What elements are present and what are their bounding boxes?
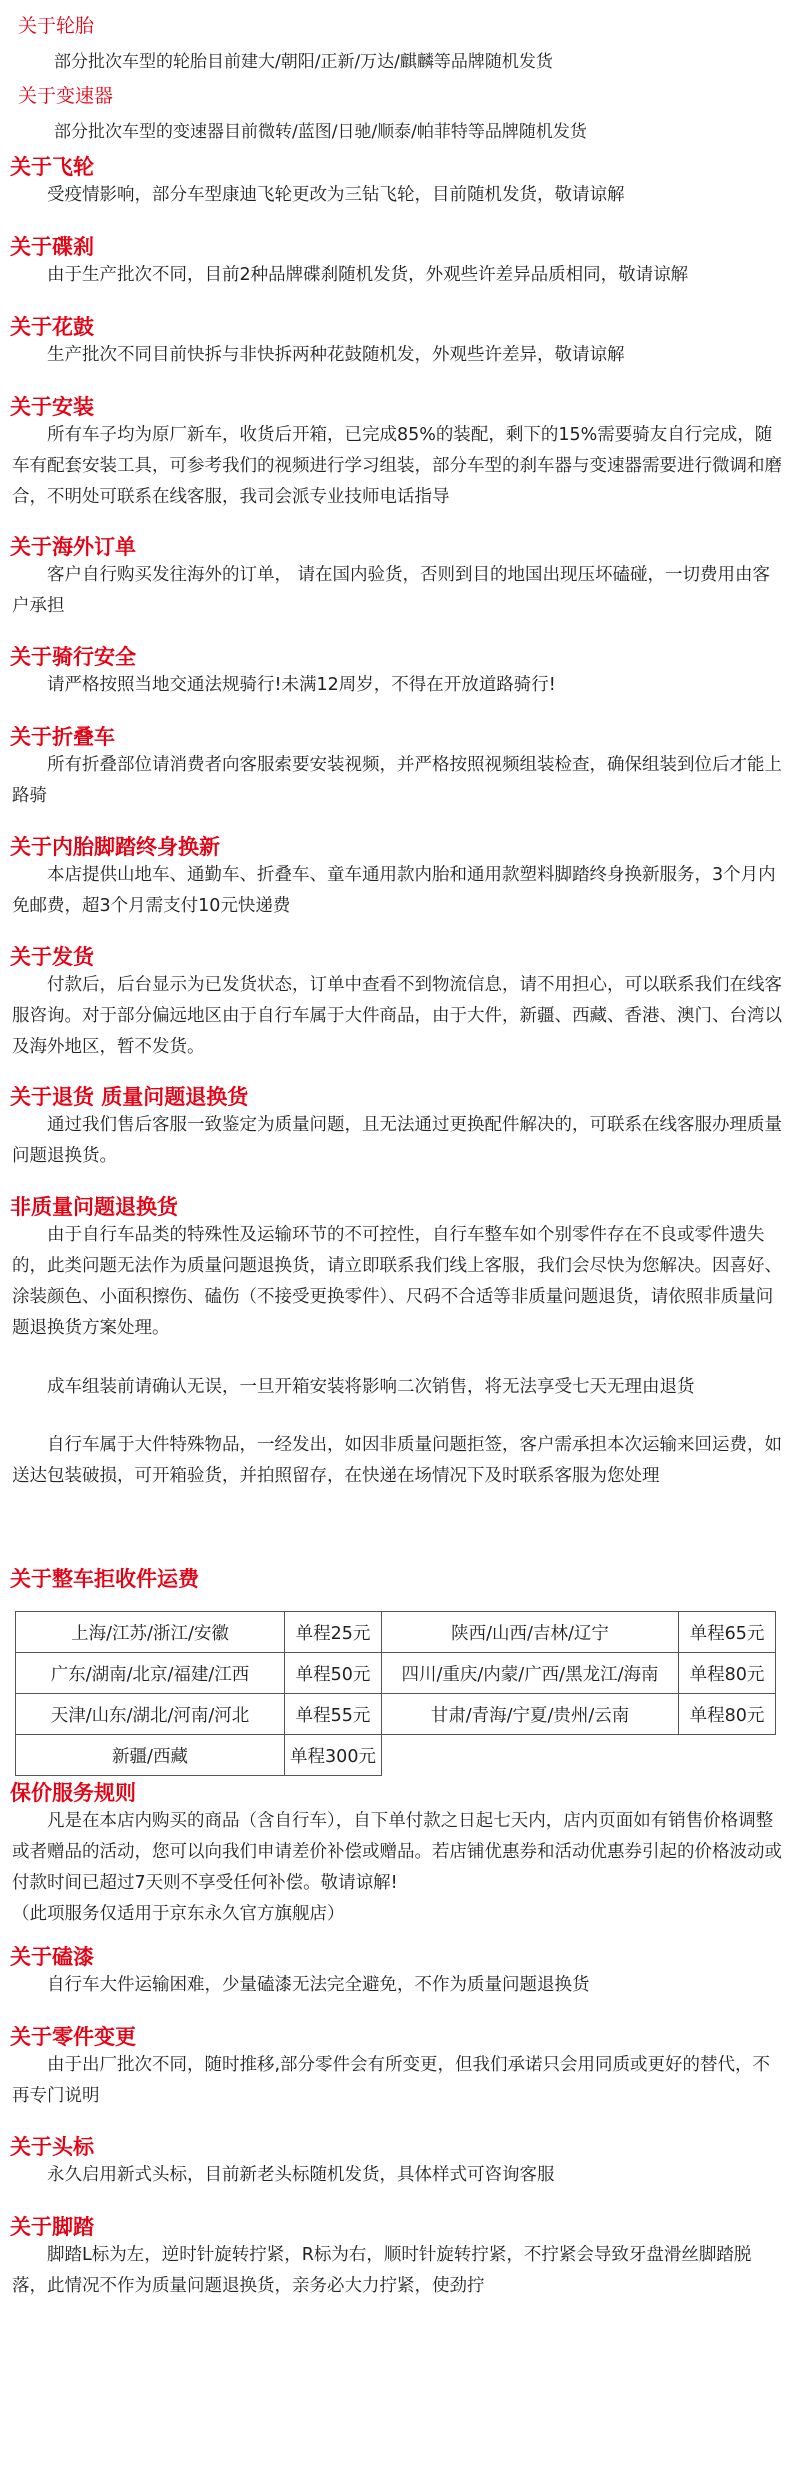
price-protect-title: 保价服务规则 bbox=[10, 1781, 136, 1805]
price-cell: 单程80元 bbox=[679, 1694, 776, 1735]
safety-body: 请严格按照当地交通法规骑行!未满12周岁，不得在开放道路骑行! bbox=[47, 675, 556, 695]
non-quality-oversize-section bbox=[0, 1430, 790, 1492]
parts-title: 关于零件变更 bbox=[10, 2025, 136, 2049]
region-cell: 甘肃/青海/宁夏/贵州/云南 bbox=[382, 1694, 679, 1735]
shipping-body: 付款后，后台显示为已发货状态，订单中查看不到物流信息，请不用担心，可以联系我们在线客服咨询。对于部分偏远地区由于自行车属于大件商品，由于大件，新疆、西藏、香港、澳门、台湾以及海外地区，暂不发货。 bbox=[12, 975, 782, 1057]
non-quality-body-3: 自行车属于大件特殊物品，一经发出，如因非质量问题拒签，客户需承担本次运输来回运费，如送达包装破损，可开箱验货，并拍照留存，在快递在场情况下及时联系客服为您处理 bbox=[12, 1435, 782, 1486]
pedal-title: 关于脚踏 bbox=[10, 2215, 94, 2239]
table-row bbox=[16, 1653, 776, 1694]
region-cell: 四川/重庆/内蒙/广西/黑龙江/海南 bbox=[382, 1653, 679, 1694]
paint-section bbox=[0, 1944, 790, 2001]
tire-body: 部分批次车型的轮胎目前建大/朝阳/正新/万达/麒麟等品牌随机发货 bbox=[54, 52, 553, 72]
non-quality-section bbox=[0, 1194, 790, 1344]
install-body: 所有车子均为原厂新车，收货后开箱，已完成85%的装配，剩下的15%需要骑友自行完成，随车有配套安装工具，可参考我们的视频进行学习组装，部分车型的刹车器与变速器需要进行微调和磨合，不明处可联系在线客服，我司会派专业技师电话指导 bbox=[12, 425, 782, 507]
price-cell: 单程65元 bbox=[679, 1612, 776, 1653]
non-quality-body-1: 由于自行车品类的特殊性及运输环节的不可控性，自行车整车如个别零件存在不良或零件遗失的，此类问题无法作为质量问题退换货，请立即联系我们线上客服，我们会尽快为您解决。因喜好、涂装颜色、小面积擦伤、磕伤（不接受更换零件）、尺码不合适等非质量问题退货，请依照非质量问题退换货方案处理。 bbox=[12, 1225, 782, 1338]
price-cell: 单程25元 bbox=[285, 1612, 382, 1653]
install-section bbox=[0, 394, 790, 513]
overseas-section bbox=[0, 534, 790, 622]
folding-title: 关于折叠车 bbox=[10, 725, 115, 749]
price-protect-section bbox=[0, 1780, 790, 1930]
empty-cell bbox=[382, 1735, 679, 1776]
price-cell: 单程300元 bbox=[285, 1735, 382, 1776]
empty-cell bbox=[679, 1735, 776, 1776]
overseas-title: 关于海外订单 bbox=[10, 535, 136, 559]
headbadge-section bbox=[0, 2134, 790, 2191]
return-body: 通过我们售后客服一致鉴定为质量问题，且无法通过更换配件解决的，可联系在线客服办理质量问题退换货。 bbox=[12, 1115, 782, 1166]
inner-tube-body: 本店提供山地车、通勤车、折叠车、童车通用款内胎和通用款塑料脚踏终身换新服务，3个月内免邮费，超3个月需支付10元快递费 bbox=[12, 865, 776, 916]
disc-brake-title: 关于碟刹 bbox=[10, 235, 94, 259]
table-row bbox=[16, 1694, 776, 1735]
inner-tube-title: 关于内胎脚踏终身换新 bbox=[10, 835, 220, 859]
pedal-section bbox=[0, 2214, 790, 2302]
headbadge-body: 永久启用新式头标，目前新老头标随机发货，具体样式可咨询客服 bbox=[47, 2165, 555, 2185]
paint-body: 自行车大件运输困难，少量磕漆无法完全避免，不作为质量问题退换货 bbox=[47, 1975, 590, 1995]
region-cell: 新疆/西藏 bbox=[16, 1735, 285, 1776]
parts-section bbox=[0, 2024, 790, 2112]
region-cell: 上海/江苏/浙江/安徽 bbox=[16, 1612, 285, 1653]
non-quality-body-2: 成车组装前请确认无误，一旦开箱安装将影响二次销售，将无法享受七天无理由退货 bbox=[47, 1377, 695, 1397]
inner-tube-section bbox=[0, 834, 790, 922]
derailleur-title: 关于变速器 bbox=[18, 85, 114, 107]
paint-title: 关于磕漆 bbox=[10, 1945, 94, 1969]
refusal-section bbox=[0, 1566, 790, 1592]
refusal-title: 关于整车拒收件运费 bbox=[10, 1567, 199, 1591]
table-row bbox=[16, 1612, 776, 1653]
refusal-fee-table bbox=[15, 1611, 776, 1776]
price-cell: 单程50元 bbox=[285, 1653, 382, 1694]
tire-section bbox=[0, 14, 790, 76]
safety-title: 关于骑行安全 bbox=[10, 645, 136, 669]
region-cell: 天津/山东/湖北/河南/河北 bbox=[16, 1694, 285, 1735]
table-row bbox=[16, 1735, 776, 1776]
overseas-body: 客户自行购买发往海外的订单， 请在国内验货，否则到目的地国出现压坏磕碰，一切费用由客户承担 bbox=[12, 565, 771, 616]
non-quality-title: 非质量问题退换货 bbox=[10, 1195, 178, 1219]
flywheel-section bbox=[0, 154, 790, 211]
install-title: 关于安装 bbox=[10, 395, 94, 419]
tire-title: 关于轮胎 bbox=[18, 15, 95, 37]
disc-brake-section bbox=[0, 234, 790, 291]
price-protect-body: 凡是在本店内购买的商品（含自行车），自下单付款之日起七天内，店内页面如有销售价格调整或者赠品的活动，您可以向我们申请差价补偿或赠品。若店铺优惠券和活动优惠券引起的价格波动或付款时间已超过7天则不享受任何补偿。敬请谅解! bbox=[12, 1811, 782, 1893]
shipping-title: 关于发货 bbox=[10, 945, 94, 969]
headbadge-title: 关于头标 bbox=[10, 2135, 94, 2159]
derailleur-section bbox=[0, 84, 790, 146]
shipping-section bbox=[0, 944, 790, 1063]
hub-body: 生产批次不同目前快拆与非快拆两种花鼓随机发，外观些许差异，敬请谅解 bbox=[47, 345, 625, 365]
hub-title: 关于花鼓 bbox=[10, 315, 94, 339]
folding-body: 所有折叠部位请消费者向客服索要安装视频，并严格按照视频组装检查，确保组装到位后才能上路骑 bbox=[12, 755, 782, 806]
disc-brake-body: 由于生产批次不同，目前2种品牌碟刹随机发货，外观些许差异品质相同，敬请谅解 bbox=[47, 265, 689, 285]
return-title: 关于退货 质量问题退换货 bbox=[10, 1085, 249, 1109]
return-section bbox=[0, 1084, 790, 1172]
flywheel-title: 关于飞轮 bbox=[10, 155, 94, 179]
price-cell: 单程80元 bbox=[679, 1653, 776, 1694]
flywheel-body: 受疫情影响，部分车型康迪飞轮更改为三钻飞轮，目前随机发货，敬请谅解 bbox=[47, 185, 625, 205]
folding-section bbox=[0, 724, 790, 812]
price-protect-note: （此项服务仅适用于京东永久官方旗舰店） bbox=[12, 1904, 345, 1924]
safety-section bbox=[0, 644, 790, 701]
region-cell: 陕西/山西/吉林/辽宁 bbox=[382, 1612, 679, 1653]
hub-section bbox=[0, 314, 790, 371]
region-cell: 广东/湖南/北京/福建/江西 bbox=[16, 1653, 285, 1694]
pedal-body: 脚踏L标为左，逆时针旋转拧紧，R标为右，顺时针旋转拧紧，不拧紧会导致牙盘滑丝脚踏脱落，此情况不作为质量问题退换货，亲务必大力拧紧，使劲拧 bbox=[12, 2245, 752, 2296]
non-quality-note-section bbox=[0, 1372, 790, 1403]
derailleur-body: 部分批次车型的变速器目前微转/蓝图/日驰/顺泰/帕菲特等品牌随机发货 bbox=[54, 122, 587, 142]
parts-body: 由于出厂批次不同，随时推移,部分零件会有所变更，但我们承诺只会用同质或更好的替代，不再专门说明 bbox=[12, 2055, 771, 2106]
price-cell: 单程55元 bbox=[285, 1694, 382, 1735]
